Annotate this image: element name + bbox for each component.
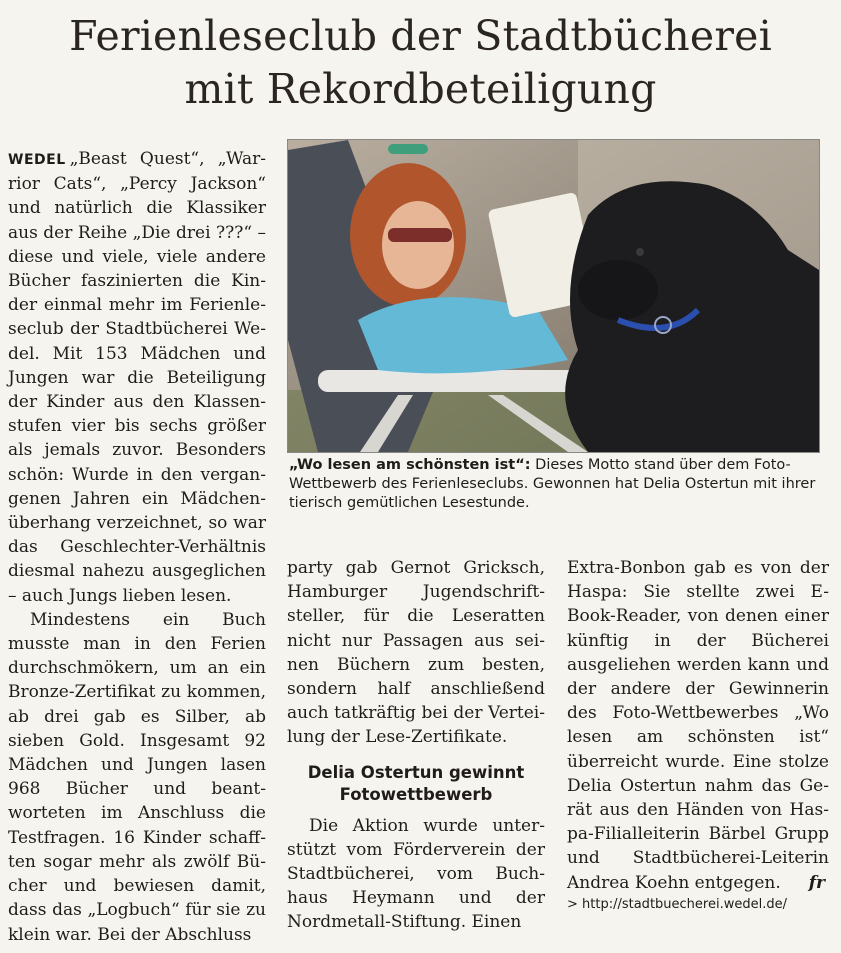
paragraph-certificates: Mindestens ein Buch musste man in den Ferien durchschmökern, um an ein Bronze-Zertifikat zu kommen, ab drei gab es Silber, ab sieben Gold. Insgesamt 92 Mädchen und Jungen lasen 968 Bücher und beantworteten im Anschluss die Testfragen. 16 Kinder schafften sogar mehr als zwölf Bücher und bewiesen damit, dass das „Logbuch“ für sie zu klein war. Bei der Abschluss	[8, 609, 266, 945]
article-column-1	[8, 147, 266, 947]
photo-illustration	[288, 140, 819, 452]
sunglasses	[388, 228, 452, 242]
paragraph-haspa	[567, 556, 829, 895]
article-photo	[287, 139, 820, 453]
paragraph-party: party gab Gernot Gricksch, Hamburger Jugendschriftsteller, für die Leseratten nicht nur Passagen aus seinen Büchern zum besten, sondern half anschließend auch tatkräftig bei der Verteilung der Lese-Zertifikate.	[287, 558, 545, 748]
dateline: WEDEL	[8, 152, 66, 168]
photo-caption	[289, 456, 822, 513]
lead-text: „Beast Quest“, „Warrior Cats“, „Percy Jackson“ und natürlich die Klassiker aus der Reihe „Die drei ???“ – diese und viele, viele andere Bücher faszinierten die Kinder einmal mehr im Ferienleseclub der Stadtbücherei Wedel. Mit 153 Mädchen und Jungen war die Beteiligung der Kinder aus den Klassenstufen vier bis sechs größer als jemals zuvor. Besonders schön: Wurde in den vergangenen Jahren ein Mädchenüberhang verzeichnet, so war das Geschlechter-Verhältnis diesmal nahezu ausgeglichen – auch Jungs lieben lesen.	[8, 149, 266, 606]
caption-title: „Wo lesen am schönsten ist“:	[289, 457, 531, 473]
subheadline-line-1: Delia Ostertun gewinnt	[307, 762, 525, 782]
subheadline-line-2: Fotowettbewerb	[339, 784, 493, 804]
article-column-2	[287, 556, 545, 935]
haspa-text: Extra-Bonbon gab es von der Haspa: Sie stellte zwei E-Book-Reader, von denen einer künftig in der Bücherei ausgeliehen werden kann und der andere der Gewinnerin des Foto-Wettbewerbes „Wo lesen am schönsten ist“ überreicht wurde. Eine stolze Delia Ostertun nahm das Gerät aus den Händen von Haspa-Filialleiterin Bärbel Grupp und Stadtbücherei-Leiterin Andrea Koehn entgegen.	[567, 558, 829, 893]
lead-paragraph	[8, 147, 266, 608]
headline-line-2: mit Rekordbeteiligung	[184, 65, 657, 113]
author-signature: fr	[808, 872, 825, 893]
article-headline	[0, 10, 841, 116]
girl-face	[382, 201, 454, 289]
paragraph-sponsors: Die Aktion wurde unterstützt vom Förderverein der Stadtbücherei, vom Buchhaus Heymann und der Nordmetall-Stiftung. Einen	[287, 815, 545, 933]
article-column-3	[567, 556, 829, 913]
subheadline	[287, 762, 545, 806]
caption-text: Dieses Motto stand über dem Foto-Wettbewerb des Ferienleseclubs. Gewonnen hat Delia Ostertun mit ihrer tierisch gemütlichen Lesestunde.	[289, 457, 816, 511]
library-website-link[interactable]: > http://stadtbuecherei.wedel.de/	[567, 896, 787, 912]
headline-line-1: Ferienleseclub der Stadtbücherei	[69, 12, 772, 60]
